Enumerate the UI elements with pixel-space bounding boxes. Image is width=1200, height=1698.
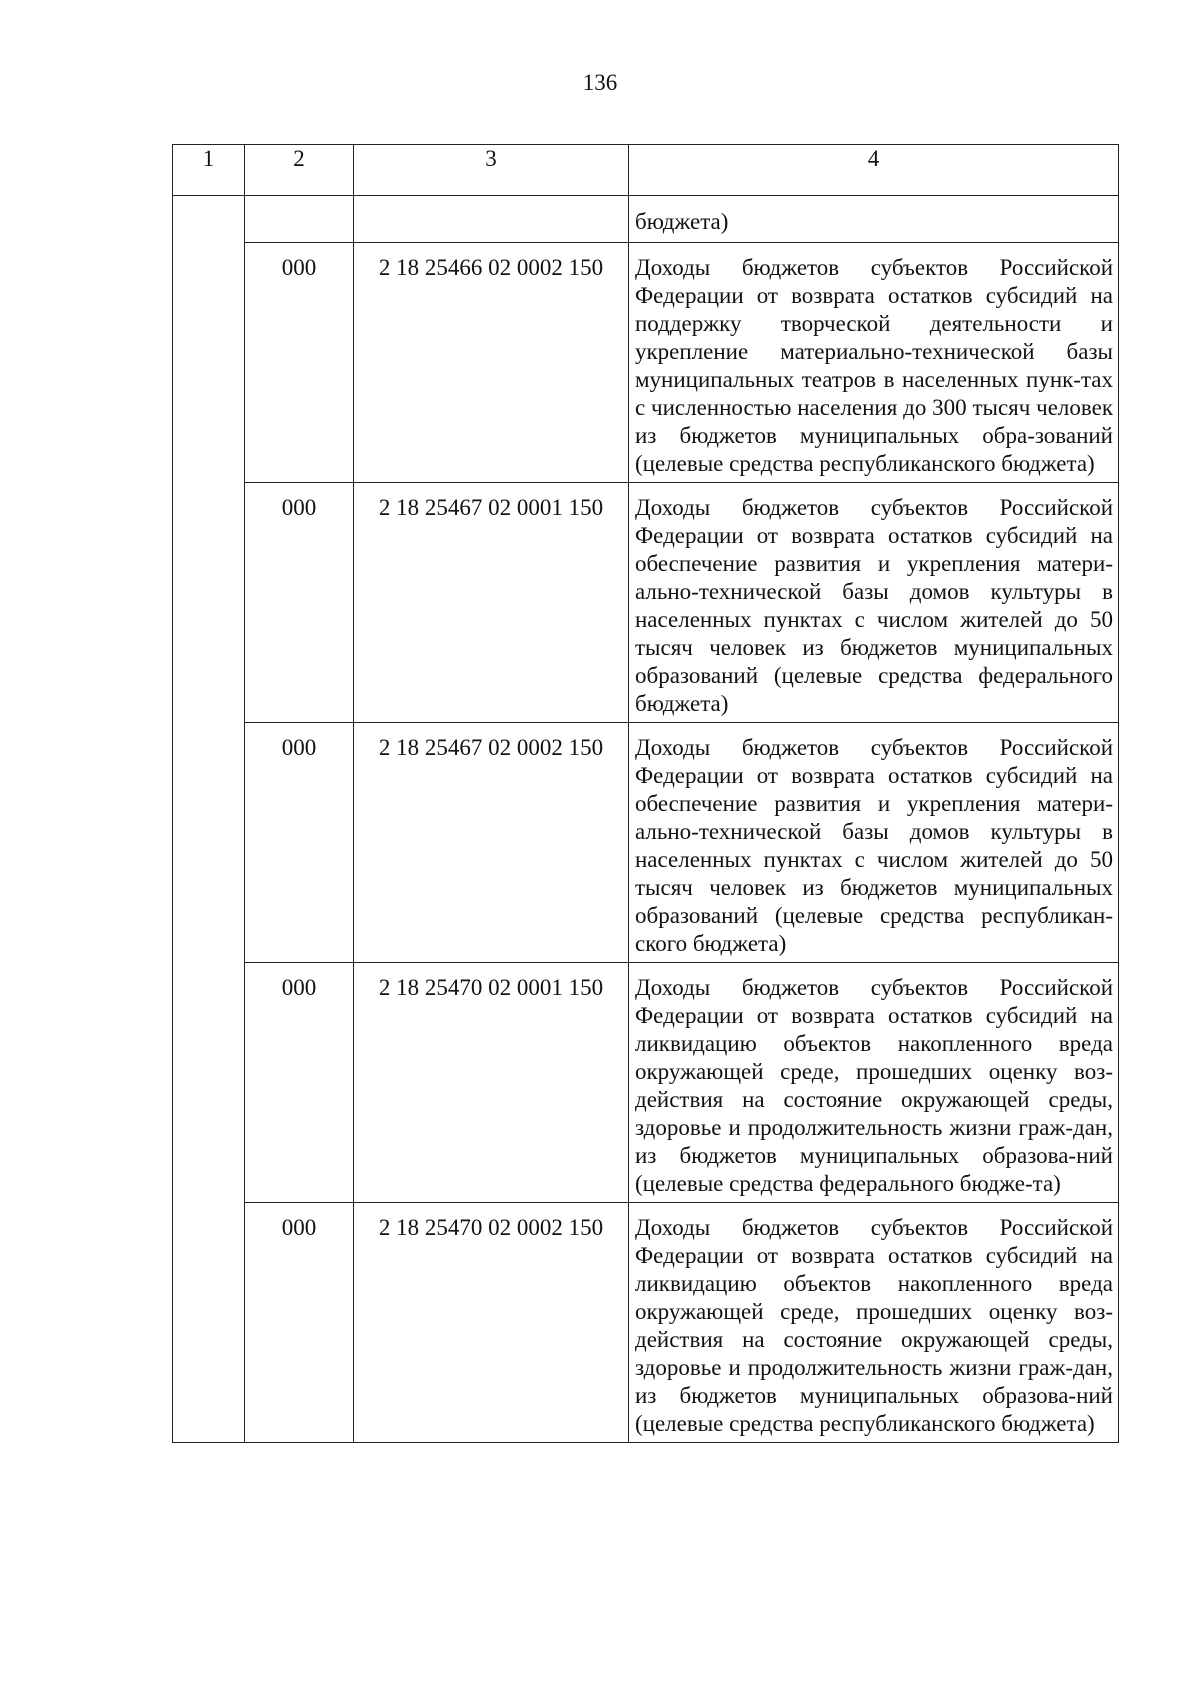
budget-code-cell: 2 18 25466 02 0002 150 <box>354 243 629 483</box>
admin-code-cell: 000 <box>245 963 354 1203</box>
admin-code-cell: 000 <box>245 483 354 723</box>
description-cell: Доходы бюджетов субъектов Российской Федерации от возврата остатков субсидий на обеспечение развития и укрепления матери-ально-технической базы домов культуры в населенных пунктах с числом жителей до 50 тысяч человек из бюджетов муниципальных образований (целевые средства республикан-ского бюджета) <box>629 723 1119 963</box>
admin-code-cell: 000 <box>245 243 354 483</box>
budget-code-cell: 2 18 25470 02 0001 150 <box>354 963 629 1203</box>
page-number: 136 <box>582 70 618 95</box>
description-cell: Доходы бюджетов субъектов Российской Федерации от возврата остатков субсидий на ликвидацию объектов накопленного вреда окружающей среде, прошедших оценку воз-действия на состояние окружающей среды, здоровье и продолжительность жизни граж-дан, из бюджетов муниципальных образова-ний (целевые средства федерального бюдже-та) <box>629 963 1119 1203</box>
header-col-4: 4 <box>629 145 1119 196</box>
admin-code-cell: 000 <box>245 723 354 963</box>
description-cell: бюджета) <box>629 196 1119 243</box>
description-cell: Доходы бюджетов субъектов Российской Федерации от возврата остатков субсидий на обеспечение развития и укрепления матери-ально-технической базы домов культуры в населенных пунктах с числом жителей до 50 тысяч человек из бюджетов муниципальных образований (целевые средства федерального бюджета) <box>629 483 1119 723</box>
table-row <box>173 196 1119 243</box>
header-col-3: 3 <box>354 145 629 196</box>
header-col-2: 2 <box>245 145 354 196</box>
table-row <box>173 963 1119 1203</box>
budget-code-cell: 2 18 25467 02 0002 150 <box>354 723 629 963</box>
table-row <box>173 483 1119 723</box>
table-row <box>173 723 1119 963</box>
merged-col-1-cell <box>173 196 245 1443</box>
budget-code-cell: 2 18 25467 02 0001 150 <box>354 483 629 723</box>
budget-code-cell: 2 18 25470 02 0002 150 <box>354 1203 629 1443</box>
description-cell: Доходы бюджетов субъектов Российской Федерации от возврата остатков субсидий на поддержку творческой деятельности и укрепление материально-технической базы муниципальных театров в населенных пунк-тах с численностью населения до 300 тысяч человек из бюджетов муниципальных обра-зований (целевые средства республиканского бюджета) <box>629 243 1119 483</box>
admin-code-cell: 000 <box>245 1203 354 1443</box>
table-header-row <box>173 145 1119 196</box>
table-row <box>173 243 1119 483</box>
header-col-1: 1 <box>173 145 245 196</box>
table-row <box>173 1203 1119 1443</box>
budget-codes-table <box>172 144 1119 1443</box>
admin-code-cell <box>245 196 354 243</box>
budget-code-cell <box>354 196 629 243</box>
description-cell: Доходы бюджетов субъектов Российской Федерации от возврата остатков субсидий на ликвидацию объектов накопленного вреда окружающей среде, прошедших оценку воз-действия на состояние окружающей среды, здоровье и продолжительность жизни граж-дан, из бюджетов муниципальных образова-ний (целевые средства республиканского бюджета) <box>629 1203 1119 1443</box>
